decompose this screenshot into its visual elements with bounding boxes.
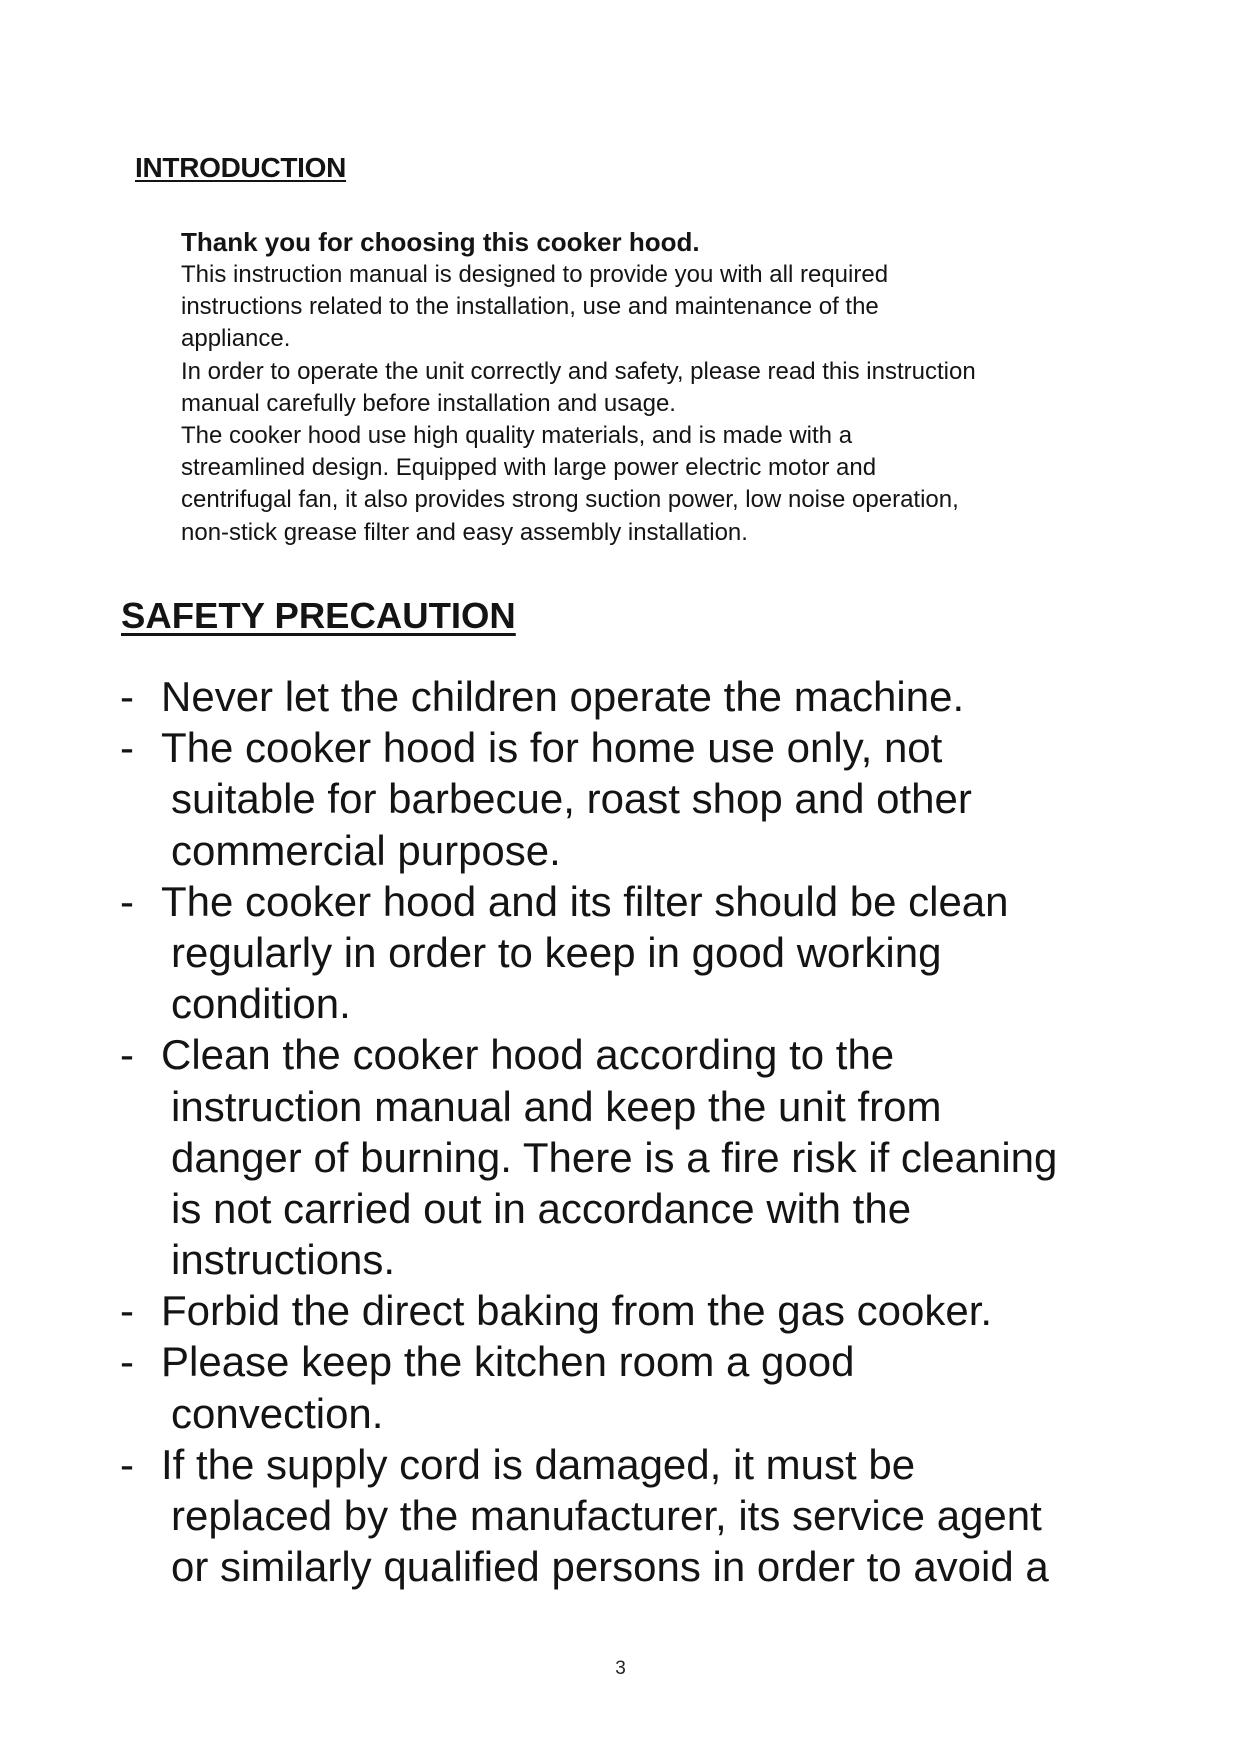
safety-item-continuation: [120, 825, 1220, 876]
safety-item-line: Clean the cooker hood according to the: [161, 1031, 895, 1079]
introduction-lead: Thank you for choosing this cooker hood.: [181, 227, 700, 257]
safety-item-line: convection.: [171, 1389, 384, 1437]
introduction-line: centrifugal fan, it also provides strong suction power, low noise operation,: [181, 486, 959, 514]
safety-item: [120, 1336, 1220, 1387]
bullet-dash: -: [120, 673, 134, 720]
introduction-line: streamlined design. Equipped with large power electric motor and: [181, 454, 877, 482]
safety-item-line: danger of burning. There is a fire risk if cleaning: [171, 1133, 1058, 1181]
introduction-line: The cooker hood use high quality materials, and is made with a: [181, 422, 853, 450]
introduction-line: In order to operate the unit correctly and safety, please read this instruction: [181, 357, 976, 385]
bullet-dash: -: [120, 1440, 134, 1488]
safety-item-continuation: [120, 773, 1220, 824]
safety-item: [120, 671, 1220, 722]
bullet-dash: -: [120, 1031, 134, 1079]
introduction-line: appliance.: [181, 325, 291, 353]
safety-item: [120, 1285, 1220, 1336]
safety-item-line: instructions.: [171, 1236, 396, 1284]
safety-item-continuation: [120, 1388, 1220, 1439]
safety-item: [120, 1439, 1220, 1490]
safety-item-line: instruction manual and keep the unit from: [171, 1082, 942, 1130]
safety-item-line: Please keep the kitchen room a good: [161, 1338, 855, 1386]
safety-item-line: Never let the children operate the machine.: [161, 673, 965, 720]
safety-item-continuation: [120, 1081, 1220, 1132]
bullet-dash: -: [120, 1287, 134, 1335]
safety-item-line: If the supply cord is damaged, it must be: [161, 1440, 916, 1488]
safety-item-line: replaced by the manufacturer, its service agent: [171, 1492, 1042, 1539]
safety-item-continuation: [120, 1183, 1220, 1234]
introduction-line: instructions related to the installation, use and maintenance of the: [181, 293, 879, 321]
introduction-line: manual carefully before installation and usage.: [181, 389, 676, 417]
safety-item-line: Forbid the direct baking from the gas cooker.: [161, 1287, 993, 1335]
safety-item-line: regularly in order to keep in good working: [171, 928, 942, 976]
safety-item: [120, 1029, 1220, 1080]
safety-item-line: suitable for barbecue, roast shop and other: [171, 775, 972, 823]
safety-item-line: commercial purpose.: [171, 826, 561, 874]
safety-item-continuation: [120, 927, 1220, 978]
safety-item-continuation: [120, 1490, 1220, 1541]
safety-item: [120, 722, 1220, 773]
safety-item-line: The cooker hood and its filter should be clean: [161, 877, 1009, 925]
introduction-line: non-stick grease filter and easy assembly installation.: [181, 518, 748, 546]
page-number: 3: [615, 1658, 626, 1679]
safety-item-line: The cooker hood is for home use only, not: [161, 724, 943, 772]
safety-item-continuation: [120, 1541, 1220, 1592]
bullet-dash: -: [120, 877, 134, 925]
introduction-body: [181, 225, 1181, 549]
safety-item-line: condition.: [171, 980, 351, 1028]
introduction-line: This instruction manual is designed to provide you with all required: [181, 261, 889, 288]
safety-item-continuation: [120, 978, 1220, 1029]
bullet-dash: -: [120, 1338, 134, 1386]
safety-item-line: is not carried out in accordance with the: [171, 1184, 912, 1232]
safety-item-continuation: [120, 1132, 1220, 1183]
introduction-heading: INTRODUCTION: [135, 152, 347, 183]
safety-precaution-list: [120, 671, 1220, 1592]
bullet-dash: -: [120, 724, 134, 772]
safety-precaution-heading: SAFETY PRECAUTION: [121, 595, 516, 636]
safety-item-line: or similarly qualified persons in order to avoid a: [171, 1543, 1049, 1591]
safety-item: [120, 876, 1220, 927]
safety-item-continuation: [120, 1234, 1220, 1285]
